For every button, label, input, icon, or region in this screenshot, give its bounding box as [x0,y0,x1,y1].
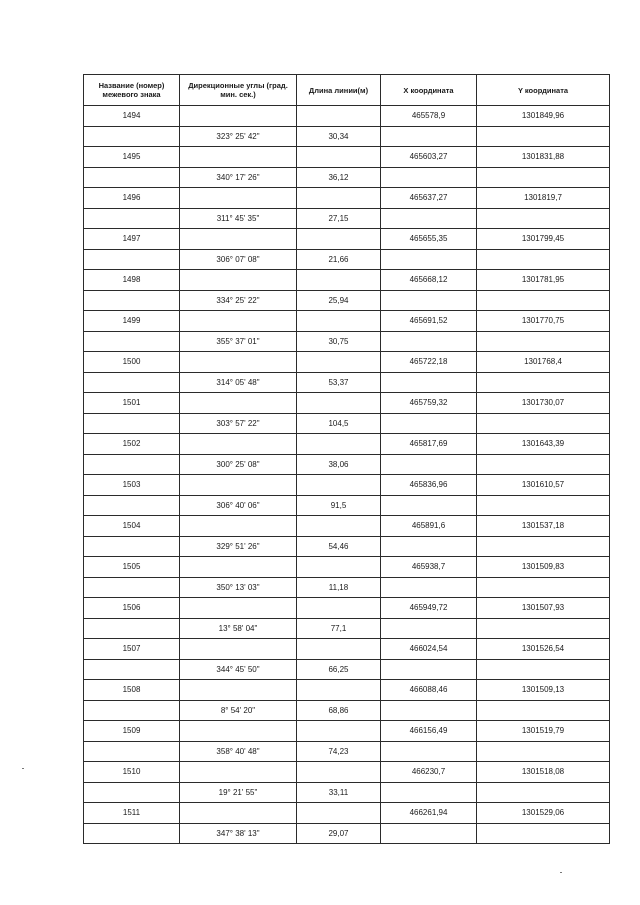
table-row-segment [84,372,610,393]
y-empty-cell [477,290,610,311]
direction-angle-cell: 311° 45' 35" [180,208,297,229]
length-empty-cell [297,434,381,455]
y-coordinate-cell: 1301799,45 [477,229,610,250]
y-empty-cell [477,700,610,721]
header-point-name: Название (номер) межевого знака [84,75,180,106]
y-empty-cell [477,167,610,188]
y-empty-cell [477,372,610,393]
name-empty-cell [84,290,180,311]
table-row-point [84,639,610,660]
x-empty-cell [381,208,477,229]
x-coordinate-cell: 465817,69 [381,434,477,455]
point-name-cell: 1508 [84,680,180,701]
name-empty-cell [84,741,180,762]
x-coordinate-cell: 465949,72 [381,598,477,619]
y-empty-cell [477,659,610,680]
name-empty-cell [84,208,180,229]
table-row-point [84,270,610,291]
direction-angle-cell: 300° 25' 08" [180,454,297,475]
angle-empty-cell [180,188,297,209]
name-empty-cell [84,495,180,516]
angle-empty-cell [180,311,297,332]
point-name-cell: 1495 [84,147,180,168]
y-empty-cell [477,823,610,844]
angle-empty-cell [180,598,297,619]
y-empty-cell [477,331,610,352]
line-length-cell: 68,86 [297,700,381,721]
line-length-cell: 91,5 [297,495,381,516]
angle-empty-cell [180,516,297,537]
x-empty-cell [381,536,477,557]
point-name-cell: 1501 [84,393,180,414]
x-coordinate-cell: 465637,27 [381,188,477,209]
name-empty-cell [84,126,180,147]
name-empty-cell [84,659,180,680]
table-row-segment [84,495,610,516]
angle-empty-cell [180,393,297,414]
header-line-length: Длина линии(м) [297,75,381,106]
y-coordinate-cell: 1301519,79 [477,721,610,742]
x-empty-cell [381,454,477,475]
length-empty-cell [297,106,381,127]
length-empty-cell [297,352,381,373]
x-empty-cell [381,331,477,352]
line-length-cell: 53,37 [297,372,381,393]
table-row-point [84,803,610,824]
line-length-cell: 77,1 [297,618,381,639]
scan-speck [560,872,562,873]
x-coordinate-cell: 465655,35 [381,229,477,250]
x-empty-cell [381,782,477,803]
x-coordinate-cell: 466088,46 [381,680,477,701]
table-row-point [84,352,610,373]
line-length-cell: 66,25 [297,659,381,680]
table-row-point [84,147,610,168]
x-coordinate-cell: 465603,27 [381,147,477,168]
x-empty-cell [381,126,477,147]
table-row-point [84,598,610,619]
table-row-segment [84,454,610,475]
angle-empty-cell [180,147,297,168]
scan-speck [22,768,24,769]
table-row-point [84,393,610,414]
direction-angle-cell: 303° 57' 22" [180,413,297,434]
x-empty-cell [381,618,477,639]
table-row-segment [84,208,610,229]
y-coordinate-cell: 1301507,93 [477,598,610,619]
line-length-cell: 74,23 [297,741,381,762]
line-length-cell: 36,12 [297,167,381,188]
name-empty-cell [84,249,180,270]
x-empty-cell [381,659,477,680]
table-row-segment [84,659,610,680]
name-empty-cell [84,454,180,475]
point-name-cell: 1497 [84,229,180,250]
table-header-row [84,75,610,106]
x-coordinate-cell: 465578,9 [381,106,477,127]
length-empty-cell [297,639,381,660]
angle-empty-cell [180,434,297,455]
direction-angle-cell: 323° 25' 42" [180,126,297,147]
header-direction-angle: Дирекционные углы (град. мин. сек.) [180,75,297,106]
angle-empty-cell [180,270,297,291]
header-x-coordinate: X координата [381,75,477,106]
y-empty-cell [477,208,610,229]
y-coordinate-cell: 1301518,08 [477,762,610,783]
angle-empty-cell [180,229,297,250]
point-name-cell: 1506 [84,598,180,619]
length-empty-cell [297,598,381,619]
x-empty-cell [381,823,477,844]
table-row-segment [84,700,610,721]
name-empty-cell [84,823,180,844]
length-empty-cell [297,721,381,742]
boundary-coordinates-table [83,74,610,844]
y-coordinate-cell: 1301768,4 [477,352,610,373]
point-name-cell: 1500 [84,352,180,373]
table-row-point [84,557,610,578]
y-coordinate-cell: 1301831,88 [477,147,610,168]
name-empty-cell [84,782,180,803]
table-row-point [84,475,610,496]
table-row-point [84,516,610,537]
name-empty-cell [84,577,180,598]
direction-angle-cell: 358° 40' 48" [180,741,297,762]
y-empty-cell [477,249,610,270]
angle-empty-cell [180,352,297,373]
line-length-cell: 54,46 [297,536,381,557]
y-empty-cell [477,577,610,598]
table-row-segment [84,126,610,147]
length-empty-cell [297,516,381,537]
point-name-cell: 1504 [84,516,180,537]
direction-angle-cell: 340° 17' 26" [180,167,297,188]
table-row-segment [84,290,610,311]
table-row-segment [84,331,610,352]
point-name-cell: 1494 [84,106,180,127]
table-row-point [84,311,610,332]
y-coordinate-cell: 1301819,7 [477,188,610,209]
direction-angle-cell: 347° 38' 13" [180,823,297,844]
y-empty-cell [477,618,610,639]
x-empty-cell [381,290,477,311]
angle-empty-cell [180,557,297,578]
direction-angle-cell: 306° 07' 08" [180,249,297,270]
table-row-segment [84,413,610,434]
x-coordinate-cell: 465836,96 [381,475,477,496]
angle-empty-cell [180,475,297,496]
x-coordinate-cell: 466156,49 [381,721,477,742]
table-row-segment [84,741,610,762]
x-coordinate-cell: 465759,32 [381,393,477,414]
point-name-cell: 1503 [84,475,180,496]
name-empty-cell [84,536,180,557]
line-length-cell: 104,5 [297,413,381,434]
name-empty-cell [84,372,180,393]
table-body [84,106,610,844]
table-row-point [84,680,610,701]
point-name-cell: 1509 [84,721,180,742]
x-empty-cell [381,577,477,598]
line-length-cell: 33,11 [297,782,381,803]
length-empty-cell [297,803,381,824]
direction-angle-cell: 355° 37' 01" [180,331,297,352]
y-empty-cell [477,495,610,516]
x-coordinate-cell: 465722,18 [381,352,477,373]
y-coordinate-cell: 1301849,96 [477,106,610,127]
y-coordinate-cell: 1301610,57 [477,475,610,496]
point-name-cell: 1507 [84,639,180,660]
x-empty-cell [381,249,477,270]
y-empty-cell [477,741,610,762]
direction-angle-cell: 306° 40' 06" [180,495,297,516]
point-name-cell: 1505 [84,557,180,578]
x-coordinate-cell: 465938,7 [381,557,477,578]
table-row-segment [84,577,610,598]
y-empty-cell [477,536,610,557]
angle-empty-cell [180,680,297,701]
line-length-cell: 29,07 [297,823,381,844]
length-empty-cell [297,311,381,332]
y-empty-cell [477,413,610,434]
x-empty-cell [381,700,477,721]
table-row-segment [84,249,610,270]
point-name-cell: 1499 [84,311,180,332]
angle-empty-cell [180,639,297,660]
table-row-point [84,721,610,742]
y-coordinate-cell: 1301730,07 [477,393,610,414]
table-row-segment [84,167,610,188]
y-coordinate-cell: 1301509,13 [477,680,610,701]
table-row-segment [84,618,610,639]
table-row-segment [84,536,610,557]
x-coordinate-cell: 465668,12 [381,270,477,291]
line-length-cell: 21,66 [297,249,381,270]
x-coordinate-cell: 465691,52 [381,311,477,332]
x-coordinate-cell: 466230,7 [381,762,477,783]
direction-angle-cell: 19° 21' 55" [180,782,297,803]
table-row-point [84,229,610,250]
name-empty-cell [84,618,180,639]
x-empty-cell [381,372,477,393]
direction-angle-cell: 344° 45' 50" [180,659,297,680]
point-name-cell: 1496 [84,188,180,209]
direction-angle-cell: 13° 58' 04" [180,618,297,639]
table-row-point [84,188,610,209]
table-row-segment [84,823,610,844]
point-name-cell: 1498 [84,270,180,291]
angle-empty-cell [180,721,297,742]
length-empty-cell [297,475,381,496]
y-coordinate-cell: 1301770,75 [477,311,610,332]
y-empty-cell [477,782,610,803]
x-empty-cell [381,495,477,516]
angle-empty-cell [180,762,297,783]
length-empty-cell [297,762,381,783]
length-empty-cell [297,393,381,414]
y-coordinate-cell: 1301509,83 [477,557,610,578]
y-empty-cell [477,126,610,147]
y-coordinate-cell: 1301526,54 [477,639,610,660]
table-row-point [84,106,610,127]
angle-empty-cell [180,106,297,127]
x-empty-cell [381,167,477,188]
y-coordinate-cell: 1301643,39 [477,434,610,455]
table-row-segment [84,782,610,803]
point-name-cell: 1510 [84,762,180,783]
y-coordinate-cell: 1301781,95 [477,270,610,291]
length-empty-cell [297,188,381,209]
length-empty-cell [297,147,381,168]
x-empty-cell [381,741,477,762]
x-coordinate-cell: 466024,54 [381,639,477,660]
line-length-cell: 11,18 [297,577,381,598]
point-name-cell: 1502 [84,434,180,455]
line-length-cell: 30,34 [297,126,381,147]
name-empty-cell [84,167,180,188]
line-length-cell: 27,15 [297,208,381,229]
y-coordinate-cell: 1301537,18 [477,516,610,537]
direction-angle-cell: 334° 25' 22" [180,290,297,311]
direction-angle-cell: 350° 13' 03" [180,577,297,598]
header-y-coordinate: Y координата [477,75,610,106]
name-empty-cell [84,413,180,434]
angle-empty-cell [180,803,297,824]
y-coordinate-cell: 1301529,06 [477,803,610,824]
x-empty-cell [381,413,477,434]
name-empty-cell [84,700,180,721]
x-coordinate-cell: 466261,94 [381,803,477,824]
name-empty-cell [84,331,180,352]
line-length-cell: 38,06 [297,454,381,475]
table-row-point [84,762,610,783]
length-empty-cell [297,680,381,701]
length-empty-cell [297,557,381,578]
x-coordinate-cell: 465891,6 [381,516,477,537]
direction-angle-cell: 8° 54' 20" [180,700,297,721]
length-empty-cell [297,229,381,250]
direction-angle-cell: 314° 05' 48" [180,372,297,393]
y-empty-cell [477,454,610,475]
line-length-cell: 25,94 [297,290,381,311]
point-name-cell: 1511 [84,803,180,824]
table-row-point [84,434,610,455]
length-empty-cell [297,270,381,291]
direction-angle-cell: 329° 51' 26" [180,536,297,557]
line-length-cell: 30,75 [297,331,381,352]
